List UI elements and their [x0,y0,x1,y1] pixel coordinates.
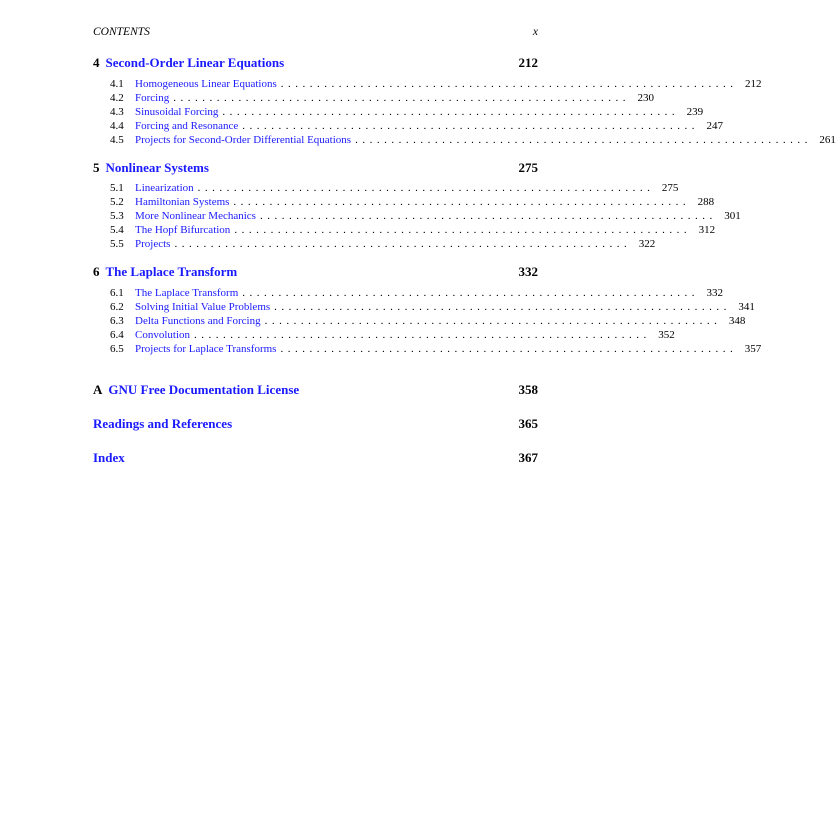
section-5-3-entry[interactable] [110,210,741,224]
section-6-4-entry[interactable] [110,329,675,343]
section-page: 348 [728,315,746,327]
index-entry[interactable] [93,450,538,466]
appendix-letter: A [93,382,103,397]
chapter-title-link[interactable]: Second-Order Linear Equations [105,55,285,70]
section-title-link[interactable]: Hamiltonian Systems [135,196,230,208]
section-number: 4.3 [110,106,124,118]
section-title-link[interactable]: The Hopf Bifurcation [135,224,231,236]
section-page: 341 [738,301,755,313]
section-number: 5.2 [110,196,124,208]
section-6-2-entry[interactable] [110,301,755,315]
section-title-link[interactable]: Projects for Laplace Transforms [135,343,277,355]
section-title-link[interactable]: Convolution [135,329,191,341]
chapter-5-entry[interactable] [93,160,538,176]
appendix-title-link[interactable]: GNU Free Documentation License [108,382,300,397]
section-5-2-entry[interactable] [110,196,715,210]
section-title-link[interactable]: Delta Functions and Forcing [135,315,261,327]
section-number: 6.2 [110,301,124,313]
chapter-number: 5 [93,160,100,175]
section-6-1-entry[interactable] [110,287,723,301]
section-number: 4.5 [110,134,124,146]
readings-entry[interactable] [93,416,538,432]
page-number: x [532,26,538,38]
dot-leader: ............................................................... [173,92,630,104]
section-5-5-entry[interactable] [110,238,656,252]
section-page: 312 [698,224,716,236]
section-number: 5.5 [110,238,124,250]
section-title-link[interactable]: The Laplace Transform [135,287,239,299]
readings-title-link[interactable]: Readings and References [93,416,233,431]
section-title-link[interactable]: Projects [135,238,171,250]
dot-leader: ............................................................... [242,120,699,132]
section-number: 6.1 [110,287,124,299]
chapter-page: 275 [518,160,538,175]
chapter-4-entry[interactable] [93,55,538,71]
section-title-link[interactable]: Projects for Second-Order Differential Equations [135,134,352,146]
section-page: 212 [745,78,762,90]
chapter-number: 4 [93,55,100,70]
chapter-title-link[interactable]: Nonlinear Systems [105,160,209,175]
section-number: 5.4 [110,224,124,236]
section-4-2-entry[interactable] [110,92,654,106]
index-page: 367 [518,450,538,465]
section-4-4-entry[interactable] [110,120,723,134]
dot-leader: ............................................................... [174,238,632,250]
dot-leader: ............................................................... [197,182,655,194]
section-title-link[interactable]: Forcing [135,92,170,104]
section-title-link[interactable]: Sinusoidal Forcing [135,106,219,118]
section-5-4-entry[interactable] [110,224,716,238]
dot-leader: ............................................................... [264,315,722,327]
running-header-title: CONTENTS [93,26,150,38]
section-number: 6.4 [110,329,124,341]
dot-leader: ............................................................... [274,301,731,313]
section-number: 5.1 [110,182,124,194]
section-page: 322 [638,238,656,250]
section-number: 5.3 [110,210,124,222]
section-page: 301 [724,210,741,222]
section-4-3-entry[interactable] [110,106,704,120]
section-number: 6.3 [110,315,124,327]
section-page: 288 [697,196,715,208]
chapter-title-link[interactable]: The Laplace Transform [105,264,238,279]
chapter-6-entry[interactable] [93,264,538,280]
section-title-link[interactable]: Forcing and Resonance [135,120,239,132]
section-page: 239 [686,106,704,118]
chapter-page: 332 [518,264,538,279]
section-title-link[interactable]: Homogeneous Linear Equations [135,78,277,90]
section-number: 4.4 [110,120,124,132]
section-page: 275 [661,182,679,194]
section-number: 4.1 [110,78,124,90]
dot-leader: ............................................................... [242,287,699,299]
section-page: 352 [658,329,675,341]
section-page: 230 [637,92,654,104]
appendix-a-entry[interactable] [93,382,538,398]
dot-leader: ............................................................... [355,134,812,146]
section-6-5-entry[interactable] [110,343,762,357]
dot-leader: ............................................................... [280,343,738,355]
section-title-link[interactable]: Linearization [135,182,194,194]
dot-leader: ............................................................... [280,78,738,90]
dot-leader: ............................................................... [194,329,651,341]
section-number: 4.2 [110,92,124,104]
readings-page: 365 [518,416,538,431]
dot-leader: ............................................................... [233,196,691,208]
section-4-5-entry[interactable] [110,134,836,148]
section-title-link[interactable]: Solving Initial Value Problems [135,301,271,313]
dot-leader: ............................................................... [234,224,692,236]
chapter-page: 212 [518,55,538,70]
chapter-number: 6 [93,264,100,279]
running-header [93,26,538,38]
section-page: 332 [706,287,723,299]
dot-leader: ............................................................... [222,106,680,118]
section-title-link[interactable]: More Nonlinear Mechanics [135,210,256,222]
index-title-link[interactable]: Index [93,450,125,465]
appendix-page: 358 [518,382,538,397]
section-6-3-entry[interactable] [110,315,746,329]
section-4-1-entry[interactable] [110,78,762,92]
section-page: 261 [819,134,836,146]
section-5-1-entry[interactable] [110,182,679,196]
section-number: 6.5 [110,343,124,355]
section-page: 247 [706,120,723,132]
dot-leader: ............................................................... [259,210,717,222]
section-page: 357 [744,343,762,355]
